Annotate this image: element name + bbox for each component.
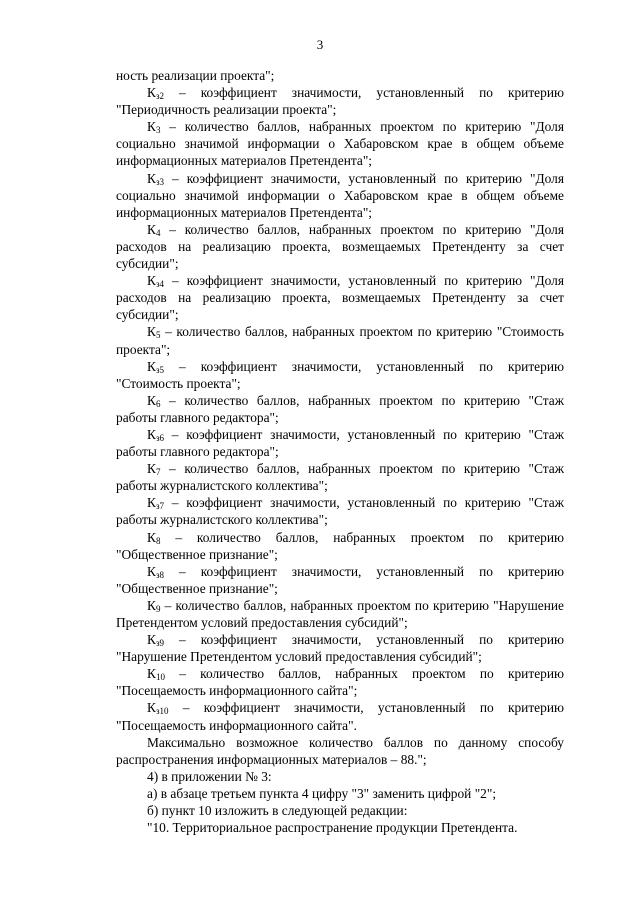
paragraph xyxy=(116,118,564,169)
paragraph-text: – коэффициент значимости, установленный по критерию "Стоимость проекта"; xyxy=(116,358,564,391)
paragraph xyxy=(116,563,564,597)
coefficient-symbol: К xyxy=(147,597,156,613)
coefficient-symbol: К xyxy=(147,700,156,716)
coefficient-subscript: з5 xyxy=(155,364,164,375)
paragraph-text: Максимально возможное количество баллов по данному способу распространения информационных материалов – 88."; xyxy=(116,734,564,767)
paragraph-text: – коэффициент значимости, установленный по критерию "Посещаемость информационного сайта". xyxy=(116,700,564,733)
paragraph xyxy=(116,323,564,357)
coefficient-symbol: К xyxy=(147,563,156,579)
page-number: 3 xyxy=(316,37,324,52)
coefficient-subscript: з6 xyxy=(155,432,164,443)
coefficient-symbol: К xyxy=(147,119,156,135)
paragraph xyxy=(116,734,564,768)
paragraph-text: ность реализации проекта"; xyxy=(116,68,275,83)
paragraph xyxy=(116,529,564,563)
paragraph xyxy=(116,392,564,426)
coefficient-symbol: К xyxy=(147,358,156,374)
paragraph xyxy=(116,170,564,221)
document-body xyxy=(116,67,564,836)
paragraph-text: – коэффициент значимости, установленный по критерию "Доля социально значимой информации о Хабаровском крае в общем объеме информационных материалов Претендента"; xyxy=(116,170,564,220)
coefficient-subscript: 7 xyxy=(155,467,161,478)
paragraph-text: – количество баллов, набранных проектом по критерию "Доля социально значимой информации о Хабаровском крае в общем объеме информационных материалов Претендента"; xyxy=(116,119,564,169)
paragraph xyxy=(116,84,564,118)
paragraph-text: – коэффициент значимости, установленный по критерию "Стаж работы журналистского коллектива"; xyxy=(116,495,564,528)
paragraph xyxy=(116,631,564,665)
paragraph xyxy=(116,785,564,802)
coefficient-subscript: 5 xyxy=(155,330,161,341)
paragraph xyxy=(116,699,564,733)
paragraph xyxy=(116,272,564,323)
coefficient-symbol: К xyxy=(147,529,156,545)
coefficient-symbol: К xyxy=(147,85,156,101)
coefficient-subscript: з7 xyxy=(155,501,164,512)
coefficient-symbol: К xyxy=(147,170,156,186)
coefficient-symbol: К xyxy=(147,495,156,511)
paragraph-text: – коэффициент значимости, установленный по критерию "Периодичность реализации проекта"; xyxy=(116,85,564,118)
paragraph-text: – количество баллов, набранных проектом по критерию "Нарушение Претендентом условий предоставления субсидий"; xyxy=(116,597,564,630)
paragraph-text: – коэффициент значимости, установленный по критерию "Стаж работы главного редактора"; xyxy=(116,426,564,460)
coefficient-subscript: 9 xyxy=(155,603,161,614)
paragraph xyxy=(116,494,564,528)
coefficient-symbol: К xyxy=(147,461,156,477)
coefficient-symbol: К xyxy=(147,426,156,442)
paragraph-text: – количество баллов, набранных проектом по критерию "Стоимость проекта"; xyxy=(116,324,564,357)
coefficient-subscript: з3 xyxy=(155,176,164,187)
paragraph xyxy=(116,358,564,392)
paragraph xyxy=(116,768,564,785)
paragraph-text: – коэффициент значимости, установленный по критерию "Доля расходов на реализацию проекта, возмещаемых Претенденту за счет субсидии"; xyxy=(116,273,564,323)
coefficient-subscript: з2 xyxy=(155,91,164,102)
paragraph-text: б) пункт 10 изложить в следующей редакции: xyxy=(147,803,408,819)
coefficient-symbol: К xyxy=(147,666,156,682)
paragraph-text: – количество баллов, набранных проектом по критерию "Общественное признание"; xyxy=(116,529,564,562)
paragraph xyxy=(116,597,564,631)
paragraph-text: – количество баллов, набранных проектом по критерию "Стаж работы журналистского коллектива"; xyxy=(116,461,564,494)
coefficient-symbol: К xyxy=(147,632,156,648)
coefficient-subscript: з9 xyxy=(155,638,164,649)
paragraph xyxy=(116,802,564,819)
paragraph-text: "10. Территориальное распространение продукции Претендента. xyxy=(147,820,518,836)
coefficient-subscript: з4 xyxy=(155,279,164,290)
paragraph-text: – коэффициент значимости, установленный по критерию "Нарушение Претендентом условий предоставления субсидий"; xyxy=(116,632,564,665)
coefficient-subscript: 6 xyxy=(155,398,161,409)
coefficient-symbol: К xyxy=(147,392,156,408)
paragraph-text: а) в абзаце третьем пункта 4 цифру "3" заменить цифрой "2"; xyxy=(147,785,497,801)
coefficient-subscript: 8 xyxy=(155,535,161,546)
coefficient-subscript: 4 xyxy=(155,227,161,238)
paragraph xyxy=(116,819,564,836)
coefficient-subscript: з10 xyxy=(155,706,169,717)
paragraph xyxy=(116,665,564,699)
paragraph-text: – количество баллов, набранных проектом по критерию "Доля расходов на реализацию проекта, возмещаемых Претенденту за счет субсидии"; xyxy=(116,221,564,272)
coefficient-subscript: 3 xyxy=(155,125,161,136)
coefficient-symbol: К xyxy=(147,273,156,289)
paragraph xyxy=(116,67,564,84)
paragraph xyxy=(116,460,564,494)
paragraph-text: – количество баллов, набранных проектом по критерию "Стаж работы главного редактора"; xyxy=(116,392,564,425)
paragraph xyxy=(116,221,564,272)
coefficient-subscript: 10 xyxy=(155,672,165,683)
coefficient-symbol: К xyxy=(147,324,156,340)
coefficient-subscript: з8 xyxy=(155,569,164,580)
paragraph xyxy=(116,426,564,460)
paragraph-text: – коэффициент значимости, установленный по критерию "Общественное признание"; xyxy=(116,563,564,596)
paragraph-text: 4) в приложении № 3: xyxy=(147,768,272,784)
paragraph-text: – количество баллов, набранных проектом по критерию "Посещаемость информационного сайта"; xyxy=(116,666,564,699)
coefficient-symbol: К xyxy=(147,221,156,237)
